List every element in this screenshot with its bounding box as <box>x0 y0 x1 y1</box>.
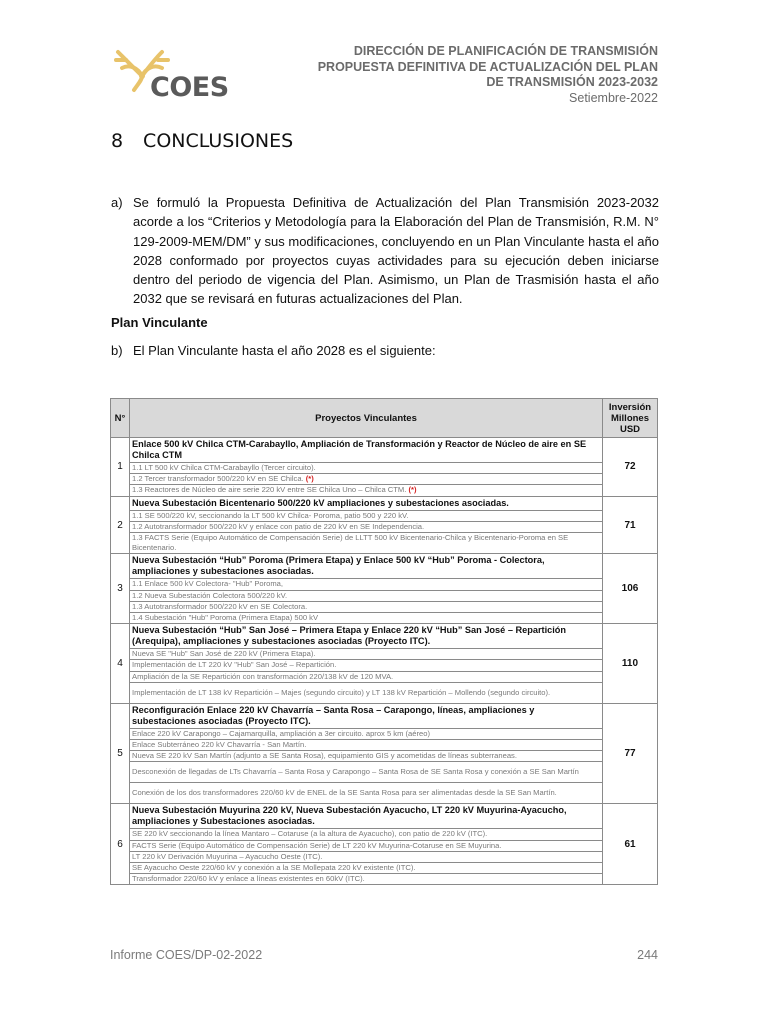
section-title <box>111 130 293 152</box>
subitem-text: 1.3 Reactores de Núcleo de aire serie 220 kV entre SE Chilca Uno – Chilca CTM. <box>132 485 409 495</box>
subitem-text: 1.2 Nueva Subestación Colectora 500/220 kV. <box>132 590 288 600</box>
document-header <box>318 44 658 106</box>
table-subrow <box>111 874 658 885</box>
subitem-text: 1.1 Enlace 500 kV Colectora- "Hub" Poroma, <box>132 579 284 589</box>
project-subitem <box>130 579 603 590</box>
table-subrow <box>111 533 658 554</box>
subitem-text: Desconexión de llegadas de LTs Chavarría – Santa Rosa y Carapongo – Santa Rosa de SE Santa Rosa y conexión a SE San Martín <box>132 767 579 777</box>
project-subitem <box>130 601 603 612</box>
table-subrow <box>111 783 658 804</box>
project-subitem <box>130 613 603 624</box>
project-subitem <box>130 783 603 804</box>
row-number: 2 <box>111 496 130 554</box>
project-subitem <box>130 463 603 474</box>
project-subitem <box>130 510 603 521</box>
table-subrow <box>111 579 658 590</box>
table-subrow <box>111 485 658 496</box>
table-subrow <box>111 740 658 751</box>
paragraph-b-text: El Plan Vinculante hasta el año 2028 es el siguiente: <box>133 343 436 358</box>
table-subrow <box>111 521 658 532</box>
investment-value: 110 <box>603 624 658 704</box>
project-subitem <box>130 682 603 703</box>
paragraph-a-label: a) <box>111 195 123 210</box>
table-subrow <box>111 829 658 840</box>
subitem-text: Ampliación de la SE Repartición con transformación 220/138 kV de 120 MVA. <box>132 671 394 681</box>
subitem-text: 1.2 Tercer transformador 500/220 kV en SE Chilca. <box>132 474 306 484</box>
table-subrow <box>111 474 658 485</box>
project-subitem <box>130 649 603 660</box>
project-subitem <box>130 874 603 885</box>
table-subrow <box>111 851 658 862</box>
table-body <box>111 438 658 885</box>
project-subitem <box>130 863 603 874</box>
table-subrow <box>111 840 658 851</box>
project-subitem <box>130 851 603 862</box>
table-row <box>111 438 658 463</box>
subitem-text: 1.1 SE 500/220 kV, seccionando la LT 500 kV Chilca- Poroma, patio 500 y 220 kV. <box>132 510 409 520</box>
table-header-row <box>111 399 658 438</box>
table-subrow <box>111 762 658 783</box>
projects-table <box>110 398 658 885</box>
investment-value: 72 <box>603 438 658 497</box>
header-line-2: PROPUESTA DEFINITIVA DE ACTUALIZACIÓN DEL PLAN <box>317 59 658 74</box>
header-date: Setiembre-2022 <box>569 90 658 105</box>
table-row <box>111 804 658 829</box>
paragraph-b-label: b) <box>111 343 123 358</box>
project-title: Enlace 500 kV Chilca CTM-Carabayllo, Ampliación de Transformación y Reactor de Núcleo de aire en SE Chilca CTM <box>130 438 603 463</box>
project-title: Nueva Subestación Bicentenario 500/220 kV ampliaciones y subestaciones asociadas. <box>130 496 603 510</box>
project-subitem <box>130 740 603 751</box>
row-number: 6 <box>111 804 130 885</box>
project-subitem <box>130 533 603 554</box>
investment-value: 71 <box>603 496 658 554</box>
project-subitem <box>130 829 603 840</box>
table-subrow <box>111 671 658 682</box>
row-number: 4 <box>111 624 130 704</box>
subitem-mark: (*) <box>305 474 314 484</box>
subheading-plan-vinculante: Plan Vinculante <box>111 315 208 330</box>
project-subitem <box>130 660 603 671</box>
table-subrow <box>111 613 658 624</box>
project-subitem <box>130 671 603 682</box>
paragraph-a <box>111 193 659 309</box>
row-number: 5 <box>111 703 130 804</box>
table-subrow <box>111 863 658 874</box>
project-subitem <box>130 474 603 485</box>
investment-value: 106 <box>603 554 658 624</box>
subitem-text: 1.1 LT 500 kV Chilca CTM-Carabayllo (Tercer circuito). <box>132 463 316 472</box>
header-project: Proyectos Vinculantes <box>130 399 603 438</box>
subitem-text: LT 220 kV Derivación Muyurina – Ayacucho Oeste (ITC). <box>132 851 323 861</box>
subitem-text: Enlace Subterráneo 220 kV Chavarría - San Martín. <box>132 740 307 750</box>
paragraph-a-text: Se formuló la Propuesta Definitiva de Actualización del Plan Transmisión 2023-2032 acorde a los “Criterios y Metodología para la Elaboración del Plan de Transmisión, R.M. N° 129-2009-MEM/DM” y sus modificaciones, concluyendo en un Plan Vinculante hasta el año 2028 conformado por proyectos cuyas actividades para su ejecución deben iniciarse dentro del periodo de vigencia del Plan. Asimismo, un Plan de Trasmisión hasta el año 2032 que se revisará en futuras actualizaciones del Plan. <box>133 195 659 307</box>
project-subitem <box>130 485 603 496</box>
header-line-3: DE TRANSMISIÓN 2023-2032 <box>486 75 658 89</box>
project-title: Nueva Subestación “Hub” Poroma (Primera Etapa) y Enlace 500 kV “Hub” Poroma - Colectora, ampliaciones y subestaciones asociadas. <box>130 554 603 579</box>
subitem-text: 1.2 Autotransformador 500/220 kV y enlace con patio de 220 kV en SE Independencia. <box>132 521 425 531</box>
subitem-text: 1.4 Subestación "Hub" Poroma (Primera Etapa) 500 kV <box>132 613 319 623</box>
subitem-text: Conexión de los dos transformadores 220/60 kV de ENEL de la SE Santa Rosa para ser alimentadas desde la SE San Martín. <box>132 788 557 798</box>
header-investment: Inversión Millones USD <box>603 399 658 438</box>
footer-report-id: Informe COES/DP-02-2022 <box>110 948 263 962</box>
table-subrow <box>111 660 658 671</box>
table-row <box>111 703 658 728</box>
project-title: Nueva Subestación Muyurina 220 kV, Nueva Subestación Ayacucho, LT 220 kV Muyurina-Ayacucho, ampliaciones y Subestaciones asociadas. <box>130 804 603 829</box>
table-row <box>111 554 658 579</box>
table-subrow <box>111 649 658 660</box>
section-heading: CONCLUSIONES <box>143 130 294 152</box>
table-subrow <box>111 590 658 601</box>
investment-value: 77 <box>603 703 658 804</box>
project-title: Nueva Subestación “Hub” San José – Primera Etapa y Enlace 220 kV “Hub” San José – Repartición (Arequipa), ampliaciones y subestaciones asociadas (Proyecto ITC). <box>130 624 603 649</box>
paragraph-b <box>111 343 436 358</box>
table-subrow <box>111 601 658 612</box>
table-row <box>111 496 658 510</box>
table-subrow <box>111 682 658 703</box>
table-subrow <box>111 751 658 762</box>
header-line-1: DIRECCIÓN DE PLANIFICACIÓN DE TRANSMISIÓN <box>353 44 658 58</box>
subitem-text: SE 220 kV seccionando la línea Mantaro – Cotaruse (a la altura de Ayacucho), con patio de 220 kV (ITC). <box>132 829 488 839</box>
subitem-text: Enlace 220 kV Carapongo – Cajamarquilla, ampliación a 3er circuito. aprox 5 km (aéreo) <box>132 728 430 738</box>
table-subrow <box>111 728 658 739</box>
subitem-text: Nueva SE 220 kV San Martín (adjunto a SE Santa Rosa), equipamiento GIS y acometidas de líneas subterraneas. <box>132 751 517 761</box>
row-number: 1 <box>111 438 130 497</box>
section-number: 8 <box>111 130 124 152</box>
subitem-text: Implementación de LT 138 kV Repartición – Majes (segundo circuito) y LT 138 kV Repartición – Mollendo (segundo circuito). <box>132 687 551 697</box>
investment-value: 61 <box>603 804 658 885</box>
footer-page-number: 244 <box>637 948 658 962</box>
project-subitem <box>130 762 603 783</box>
subitem-text: 1.3 FACTS Serie (Equipo Automático de Compensación Serie) de LLTT 500 kV Bicentenario-Chilca y Bicentenario-Poroma en SE Bicentenario. <box>132 533 569 553</box>
table-row <box>111 624 658 649</box>
subitem-mark: (*) <box>408 485 417 495</box>
table-subrow <box>111 510 658 521</box>
subitem-text: SE Ayacucho Oeste 220/60 kV y conexión a la SE Mollepata 220 kV existente (ITC). <box>132 863 416 873</box>
project-subitem <box>130 728 603 739</box>
project-subitem <box>130 590 603 601</box>
row-number: 3 <box>111 554 130 624</box>
subitem-text: Transformador 220/60 kV y enlace a líneas existentes en 60kV (ITC). <box>132 874 365 884</box>
header-number: N° <box>111 399 130 438</box>
project-subitem <box>130 521 603 532</box>
subitem-text: FACTS Serie (Equipo Automático de Compensación Serie) de LT 220 kV Muyurina-Cotaruse en SE Muyurina. <box>132 840 502 850</box>
table-subrow <box>111 463 658 474</box>
subitem-text: 1.3 Autotransformador 500/220 kV en SE Colectora. <box>132 601 308 611</box>
project-subitem <box>130 840 603 851</box>
subitem-text: Implementación de LT 220 kV "Hub" San José – Repartición. <box>132 660 337 670</box>
subitem-text: Nueva SE "Hub" San José de 220 kV (Primera Etapa). <box>132 649 316 659</box>
project-title: Reconfiguración Enlace 220 kV Chavarría – Santa Rosa – Carapongo, líneas, ampliaciones y subestaciones asociadas (Proyecto ITC). <box>130 703 603 728</box>
project-subitem <box>130 751 603 762</box>
logo-text: COES <box>150 72 229 103</box>
